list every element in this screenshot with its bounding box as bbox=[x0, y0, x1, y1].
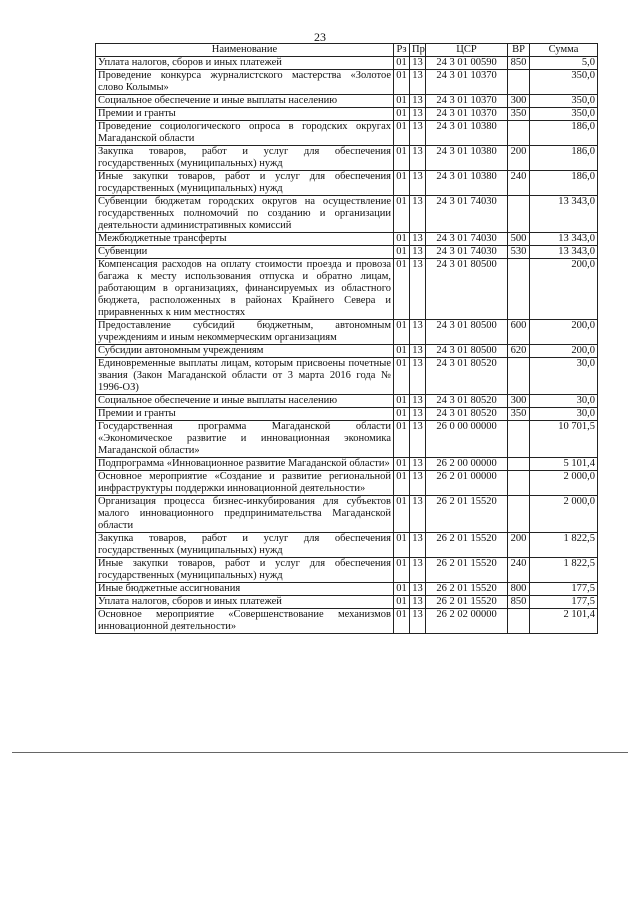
cell-vr bbox=[508, 196, 530, 233]
page-edge-line bbox=[12, 752, 628, 753]
cell-vr: 300 bbox=[508, 95, 530, 108]
cell-sum: 13 343,0 bbox=[530, 233, 598, 246]
cell-name: Иные закупки товаров, работ и услуг для обеспечения государственных (муниципальных) нужд bbox=[96, 171, 394, 196]
cell-rz: 01 bbox=[394, 233, 410, 246]
cell-pr: 13 bbox=[410, 358, 426, 395]
cell-pr: 13 bbox=[410, 95, 426, 108]
cell-vr: 300 bbox=[508, 395, 530, 408]
cell-csr: 24 3 01 74030 bbox=[426, 233, 508, 246]
header-rz: Рз bbox=[394, 44, 410, 57]
cell-pr: 13 bbox=[410, 345, 426, 358]
cell-sum: 350,0 bbox=[530, 95, 598, 108]
cell-sum: 350,0 bbox=[530, 70, 598, 95]
cell-vr: 240 bbox=[508, 171, 530, 196]
cell-vr: 800 bbox=[508, 583, 530, 596]
cell-vr bbox=[508, 121, 530, 146]
table-row bbox=[96, 533, 598, 558]
cell-rz: 01 bbox=[394, 421, 410, 458]
cell-csr: 24 3 01 10370 bbox=[426, 108, 508, 121]
cell-rz: 01 bbox=[394, 345, 410, 358]
table-row bbox=[96, 70, 598, 95]
cell-pr: 13 bbox=[410, 121, 426, 146]
cell-csr: 24 3 01 80520 bbox=[426, 408, 508, 421]
cell-pr: 13 bbox=[410, 196, 426, 233]
cell-name: Закупка товаров, работ и услуг для обеспечения государственных (муниципальных) нужд bbox=[96, 146, 394, 171]
cell-csr: 24 3 01 80500 bbox=[426, 320, 508, 345]
cell-sum: 1 822,5 bbox=[530, 533, 598, 558]
cell-sum: 13 343,0 bbox=[530, 196, 598, 233]
cell-csr: 24 3 01 80520 bbox=[426, 358, 508, 395]
cell-vr: 530 bbox=[508, 246, 530, 259]
table-row bbox=[96, 558, 598, 583]
cell-name: Иные закупки товаров, работ и услуг для обеспечения государственных (муниципальных) нужд bbox=[96, 558, 394, 583]
cell-pr: 13 bbox=[410, 458, 426, 471]
budget-table bbox=[95, 43, 598, 634]
cell-rz: 01 bbox=[394, 458, 410, 471]
cell-name: Социальное обеспечение и иные выплаты населению bbox=[96, 95, 394, 108]
cell-name: Организация процесса бизнес-инкубирования для субъектов малого инновационного предпринимательства Магаданской области bbox=[96, 496, 394, 533]
cell-rz: 01 bbox=[394, 171, 410, 196]
cell-rz: 01 bbox=[394, 121, 410, 146]
cell-name: Премии и гранты bbox=[96, 408, 394, 421]
cell-vr bbox=[508, 458, 530, 471]
cell-sum: 1 822,5 bbox=[530, 558, 598, 583]
table-row bbox=[96, 108, 598, 121]
cell-name: Государственная программа Магаданской области «Экономическое развитие и инновационная экономика Магаданской области» bbox=[96, 421, 394, 458]
cell-vr: 600 bbox=[508, 320, 530, 345]
cell-csr: 26 2 01 15520 bbox=[426, 533, 508, 558]
cell-sum: 2 000,0 bbox=[530, 496, 598, 533]
cell-name: Основное мероприятие «Совершенствование механизмов инновационной деятельности» bbox=[96, 609, 394, 634]
cell-rz: 01 bbox=[394, 558, 410, 583]
cell-vr: 500 bbox=[508, 233, 530, 246]
cell-csr: 26 2 01 15520 bbox=[426, 558, 508, 583]
cell-rz: 01 bbox=[394, 146, 410, 171]
cell-sum: 186,0 bbox=[530, 146, 598, 171]
cell-name: Иные бюджетные ассигнования bbox=[96, 583, 394, 596]
cell-pr: 13 bbox=[410, 533, 426, 558]
header-name: Наименование bbox=[96, 44, 394, 57]
cell-csr: 24 3 01 74030 bbox=[426, 196, 508, 233]
cell-csr: 26 2 01 15520 bbox=[426, 496, 508, 533]
table-row bbox=[96, 171, 598, 196]
table-row bbox=[96, 121, 598, 146]
cell-vr: 200 bbox=[508, 146, 530, 171]
table-row bbox=[96, 583, 598, 596]
cell-vr: 620 bbox=[508, 345, 530, 358]
cell-pr: 13 bbox=[410, 259, 426, 320]
cell-name: Предоставление субсидий бюджетным, автономным учреждениям и иным некоммерческим организациям bbox=[96, 320, 394, 345]
cell-sum: 177,5 bbox=[530, 583, 598, 596]
table-row bbox=[96, 233, 598, 246]
cell-vr bbox=[508, 471, 530, 496]
cell-pr: 13 bbox=[410, 108, 426, 121]
cell-pr: 13 bbox=[410, 609, 426, 634]
cell-vr bbox=[508, 609, 530, 634]
table-row bbox=[96, 609, 598, 634]
cell-rz: 01 bbox=[394, 358, 410, 395]
cell-pr: 13 bbox=[410, 496, 426, 533]
cell-vr: 850 bbox=[508, 596, 530, 609]
cell-sum: 30,0 bbox=[530, 358, 598, 395]
cell-pr: 13 bbox=[410, 596, 426, 609]
cell-rz: 01 bbox=[394, 57, 410, 70]
cell-pr: 13 bbox=[410, 146, 426, 171]
cell-vr bbox=[508, 358, 530, 395]
cell-rz: 01 bbox=[394, 583, 410, 596]
cell-pr: 13 bbox=[410, 583, 426, 596]
cell-name: Подпрограмма «Инновационное развитие Магаданской области» bbox=[96, 458, 394, 471]
cell-rz: 01 bbox=[394, 408, 410, 421]
table-row bbox=[96, 421, 598, 458]
table-row bbox=[96, 458, 598, 471]
cell-csr: 26 2 00 00000 bbox=[426, 458, 508, 471]
cell-vr bbox=[508, 259, 530, 320]
cell-rz: 01 bbox=[394, 496, 410, 533]
table-row bbox=[96, 345, 598, 358]
cell-rz: 01 bbox=[394, 196, 410, 233]
table-row bbox=[96, 471, 598, 496]
cell-sum: 200,0 bbox=[530, 320, 598, 345]
cell-rz: 01 bbox=[394, 95, 410, 108]
cell-pr: 13 bbox=[410, 70, 426, 95]
cell-vr bbox=[508, 70, 530, 95]
cell-rz: 01 bbox=[394, 471, 410, 496]
cell-csr: 24 3 01 80500 bbox=[426, 345, 508, 358]
cell-pr: 13 bbox=[410, 408, 426, 421]
cell-sum: 350,0 bbox=[530, 108, 598, 121]
cell-csr: 24 3 01 80520 bbox=[426, 395, 508, 408]
cell-rz: 01 bbox=[394, 246, 410, 259]
cell-csr: 24 3 01 10370 bbox=[426, 95, 508, 108]
cell-pr: 13 bbox=[410, 558, 426, 583]
table-row bbox=[96, 358, 598, 395]
cell-rz: 01 bbox=[394, 320, 410, 345]
cell-vr bbox=[508, 496, 530, 533]
cell-name: Проведение социологического опроса в городских округах Магаданской области bbox=[96, 121, 394, 146]
table-row bbox=[96, 196, 598, 233]
header-vr: ВР bbox=[508, 44, 530, 57]
cell-name: Компенсация расходов на оплату стоимости проезда и провоза багажа к месту использования отпуска и обратно лицам, работающим в организациях, финансируемых из областного бюджета, расположенных в районах Крайнего Севера и приравненных к ним местностях bbox=[96, 259, 394, 320]
cell-pr: 13 bbox=[410, 421, 426, 458]
cell-pr: 13 bbox=[410, 471, 426, 496]
cell-csr: 26 0 00 00000 bbox=[426, 421, 508, 458]
cell-name: Премии и гранты bbox=[96, 108, 394, 121]
cell-csr: 24 3 01 00590 bbox=[426, 57, 508, 70]
table-header-row bbox=[96, 44, 598, 57]
cell-csr: 26 2 01 15520 bbox=[426, 596, 508, 609]
header-csr: ЦСР bbox=[426, 44, 508, 57]
cell-csr: 26 2 01 15520 bbox=[426, 583, 508, 596]
cell-csr: 24 3 01 10370 bbox=[426, 70, 508, 95]
cell-csr: 26 2 01 00000 bbox=[426, 471, 508, 496]
table-row bbox=[96, 246, 598, 259]
cell-rz: 01 bbox=[394, 259, 410, 320]
cell-vr: 240 bbox=[508, 558, 530, 583]
cell-sum: 2 000,0 bbox=[530, 471, 598, 496]
cell-sum: 200,0 bbox=[530, 345, 598, 358]
table-row bbox=[96, 496, 598, 533]
cell-vr: 350 bbox=[508, 408, 530, 421]
table-row bbox=[96, 259, 598, 320]
cell-rz: 01 bbox=[394, 609, 410, 634]
cell-name: Проведение конкурса журналистского мастерства «Золотое слово Колымы» bbox=[96, 70, 394, 95]
cell-name: Единовременные выплаты лицам, которым присвоены почетные звания (Закон Магаданской области от 3 марта 2016 года № 1996-ОЗ) bbox=[96, 358, 394, 395]
cell-vr: 850 bbox=[508, 57, 530, 70]
cell-name: Субвенции bbox=[96, 246, 394, 259]
cell-name: Субвенции бюджетам городских округов на осуществление государственных полномочий по созданию и организации деятельности административных комиссий bbox=[96, 196, 394, 233]
cell-vr: 350 bbox=[508, 108, 530, 121]
cell-sum: 186,0 bbox=[530, 121, 598, 146]
table-row bbox=[96, 596, 598, 609]
cell-vr: 200 bbox=[508, 533, 530, 558]
table-row bbox=[96, 146, 598, 171]
cell-sum: 5,0 bbox=[530, 57, 598, 70]
cell-sum: 5 101,4 bbox=[530, 458, 598, 471]
cell-sum: 10 701,5 bbox=[530, 421, 598, 458]
table-row bbox=[96, 95, 598, 108]
cell-sum: 186,0 bbox=[530, 171, 598, 196]
cell-csr: 24 3 01 80500 bbox=[426, 259, 508, 320]
cell-csr: 24 3 01 10380 bbox=[426, 121, 508, 146]
cell-rz: 01 bbox=[394, 108, 410, 121]
cell-rz: 01 bbox=[394, 70, 410, 95]
cell-rz: 01 bbox=[394, 533, 410, 558]
cell-rz: 01 bbox=[394, 596, 410, 609]
header-sum: Сумма bbox=[530, 44, 598, 57]
cell-sum: 200,0 bbox=[530, 259, 598, 320]
cell-csr: 24 3 01 10380 bbox=[426, 146, 508, 171]
cell-name: Межбюджетные трансферты bbox=[96, 233, 394, 246]
cell-pr: 13 bbox=[410, 395, 426, 408]
cell-rz: 01 bbox=[394, 395, 410, 408]
cell-pr: 13 bbox=[410, 320, 426, 345]
header-pr: Пр bbox=[410, 44, 426, 57]
table-row bbox=[96, 408, 598, 421]
cell-sum: 30,0 bbox=[530, 408, 598, 421]
cell-sum: 177,5 bbox=[530, 596, 598, 609]
cell-name: Основное мероприятие «Создание и развитие региональной инфраструктуры поддержки инновационной деятельности» bbox=[96, 471, 394, 496]
table-row bbox=[96, 57, 598, 70]
page-number: 23 bbox=[314, 30, 326, 44]
cell-name: Уплата налогов, сборов и иных платежей bbox=[96, 596, 394, 609]
cell-pr: 13 bbox=[410, 233, 426, 246]
cell-name: Закупка товаров, работ и услуг для обеспечения государственных (муниципальных) нужд bbox=[96, 533, 394, 558]
cell-name: Уплата налогов, сборов и иных платежей bbox=[96, 57, 394, 70]
cell-sum: 13 343,0 bbox=[530, 246, 598, 259]
cell-name: Социальное обеспечение и иные выплаты населению bbox=[96, 395, 394, 408]
cell-pr: 13 bbox=[410, 246, 426, 259]
cell-pr: 13 bbox=[410, 57, 426, 70]
table-row bbox=[96, 395, 598, 408]
cell-csr: 24 3 01 10380 bbox=[426, 171, 508, 196]
cell-sum: 2 101,4 bbox=[530, 609, 598, 634]
cell-vr bbox=[508, 421, 530, 458]
cell-sum: 30,0 bbox=[530, 395, 598, 408]
table-row bbox=[96, 320, 598, 345]
cell-csr: 26 2 02 00000 bbox=[426, 609, 508, 634]
cell-csr: 24 3 01 74030 bbox=[426, 246, 508, 259]
cell-name: Субсидии автономным учреждениям bbox=[96, 345, 394, 358]
cell-pr: 13 bbox=[410, 171, 426, 196]
